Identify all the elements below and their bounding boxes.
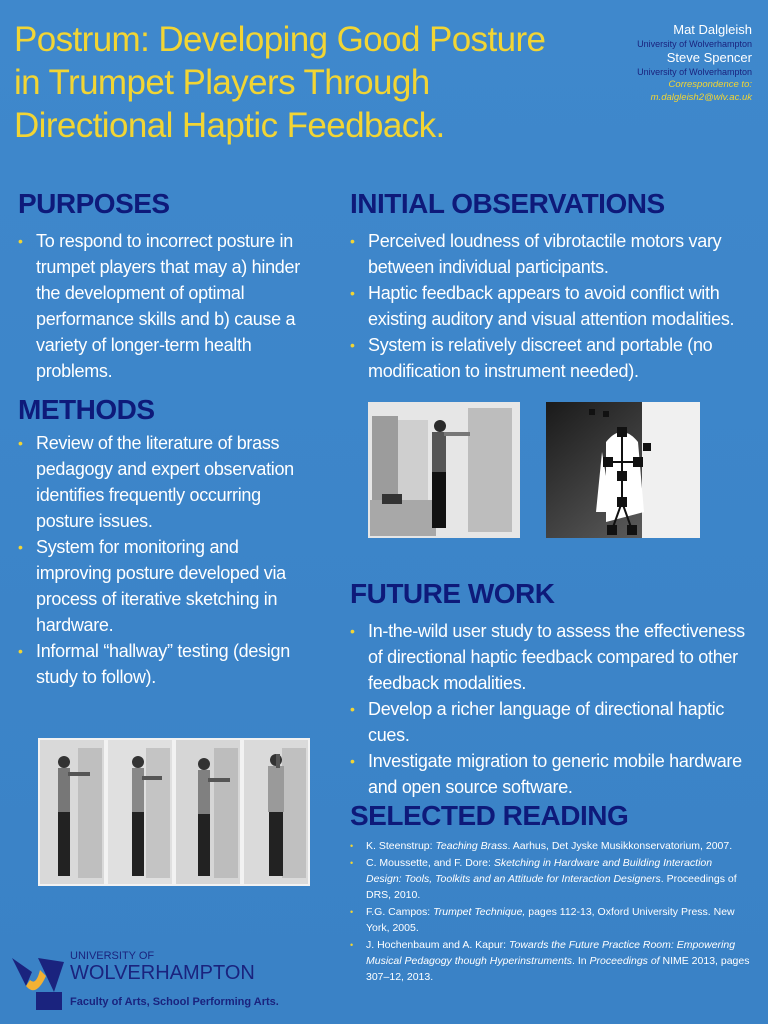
reference-item: • C. Moussette, and F. Dore: Sketching in Hardware and Building Interaction Design: Tools, Toolkits and an Attitude for Interaction Designers. Proceedings of DRS, 2010. xyxy=(348,855,750,903)
authors-block xyxy=(532,22,752,104)
reading-list xyxy=(348,838,750,986)
author-1: Mat Dalgleish xyxy=(673,22,752,37)
future-list xyxy=(348,618,758,800)
logo-faculty: Faculty of Arts, School Performing Arts. xyxy=(70,996,279,1008)
reference-item: • F.G. Campos: Trumpet Technique, pages 112-13, Oxford University Press. New York, 2005. xyxy=(348,904,750,936)
observations-list xyxy=(348,228,748,384)
university-emblem-icon xyxy=(10,952,66,1012)
list-item: • In-the-wild user study to assess the effectiveness of directional haptic feedback compared to other feedback modalities. xyxy=(348,618,758,696)
list-item: • System for monitoring and improving posture developed via process of iterative sketching in hardware. xyxy=(16,534,316,638)
setup-image xyxy=(368,402,520,538)
posture-sequence-image xyxy=(38,738,310,886)
purposes-heading: PURPOSES xyxy=(18,188,170,219)
logo-university-of: UNIVERSITY OF xyxy=(70,950,155,962)
depth-image xyxy=(546,402,700,538)
frame-2 xyxy=(108,740,172,884)
reference-item: • J. Hochenbaum and A. Kapur: Towards the Future Practice Room: Empowering Musical Pedagogy though Hyperinstruments. In Proceedings of NIME 2013, pages 307–12, 2013. xyxy=(348,937,750,985)
affiliation-1: University of Wolverhampton xyxy=(637,39,752,49)
skeleton-tracking-photo xyxy=(546,402,700,538)
future-heading: FUTURE WORK xyxy=(350,578,555,609)
email-link[interactable]: m.dalgleish2@wlv.ac.uk xyxy=(650,92,752,103)
methods-heading: METHODS xyxy=(18,394,155,425)
list-item: • Review of the literature of brass pedagogy and expert observation identifies frequently occurring posture issues. xyxy=(16,430,316,534)
author-2: Steve Spencer xyxy=(666,50,752,65)
frame-3 xyxy=(176,740,240,884)
list-item: • Haptic feedback appears to avoid conflict with existing auditory and visual attention modalities. xyxy=(348,280,748,332)
reference-item: • K. Steenstrup: Teaching Brass. Aarhus, Det Jyske Musikkonservatorium, 2007. xyxy=(348,838,750,854)
purposes-list xyxy=(16,228,316,384)
list-item: • Develop a richer language of directional haptic cues. xyxy=(348,696,758,748)
university-logo xyxy=(10,950,310,1014)
logo-university-name: WOLVERHAMPTON xyxy=(70,962,255,984)
frame-1 xyxy=(40,740,104,884)
list-item: • Perceived loudness of vibrotactile motors vary between individual participants. xyxy=(348,228,748,280)
list-item: • System is relatively discreet and portable (no modification to instrument needed). xyxy=(348,332,748,384)
reading-heading: SELECTED READING xyxy=(350,800,629,831)
list-item: • Investigate migration to generic mobile hardware and open source software. xyxy=(348,748,758,800)
poster-title: Postrum: Developing Good Posture in Trumpet Players Through Directional Haptic Feedback. xyxy=(14,20,546,145)
affiliation-2: University of Wolverhampton xyxy=(637,67,752,77)
list-item: • Informal “hallway” testing (design study to follow). xyxy=(16,638,316,690)
correspondence-label: Correspondence to: xyxy=(668,79,752,90)
methods-list xyxy=(16,430,316,690)
posture-sequence-photo xyxy=(38,738,310,886)
person-with-trumpet-photo xyxy=(368,402,520,538)
list-item: • To respond to incorrect posture in trumpet players that may a) hinder the development of optimal performance skills and b) cause a variety of longer-term health problems. xyxy=(16,228,316,384)
frame-4 xyxy=(244,740,308,884)
observations-heading: INITIAL OBSERVATIONS xyxy=(350,188,665,219)
